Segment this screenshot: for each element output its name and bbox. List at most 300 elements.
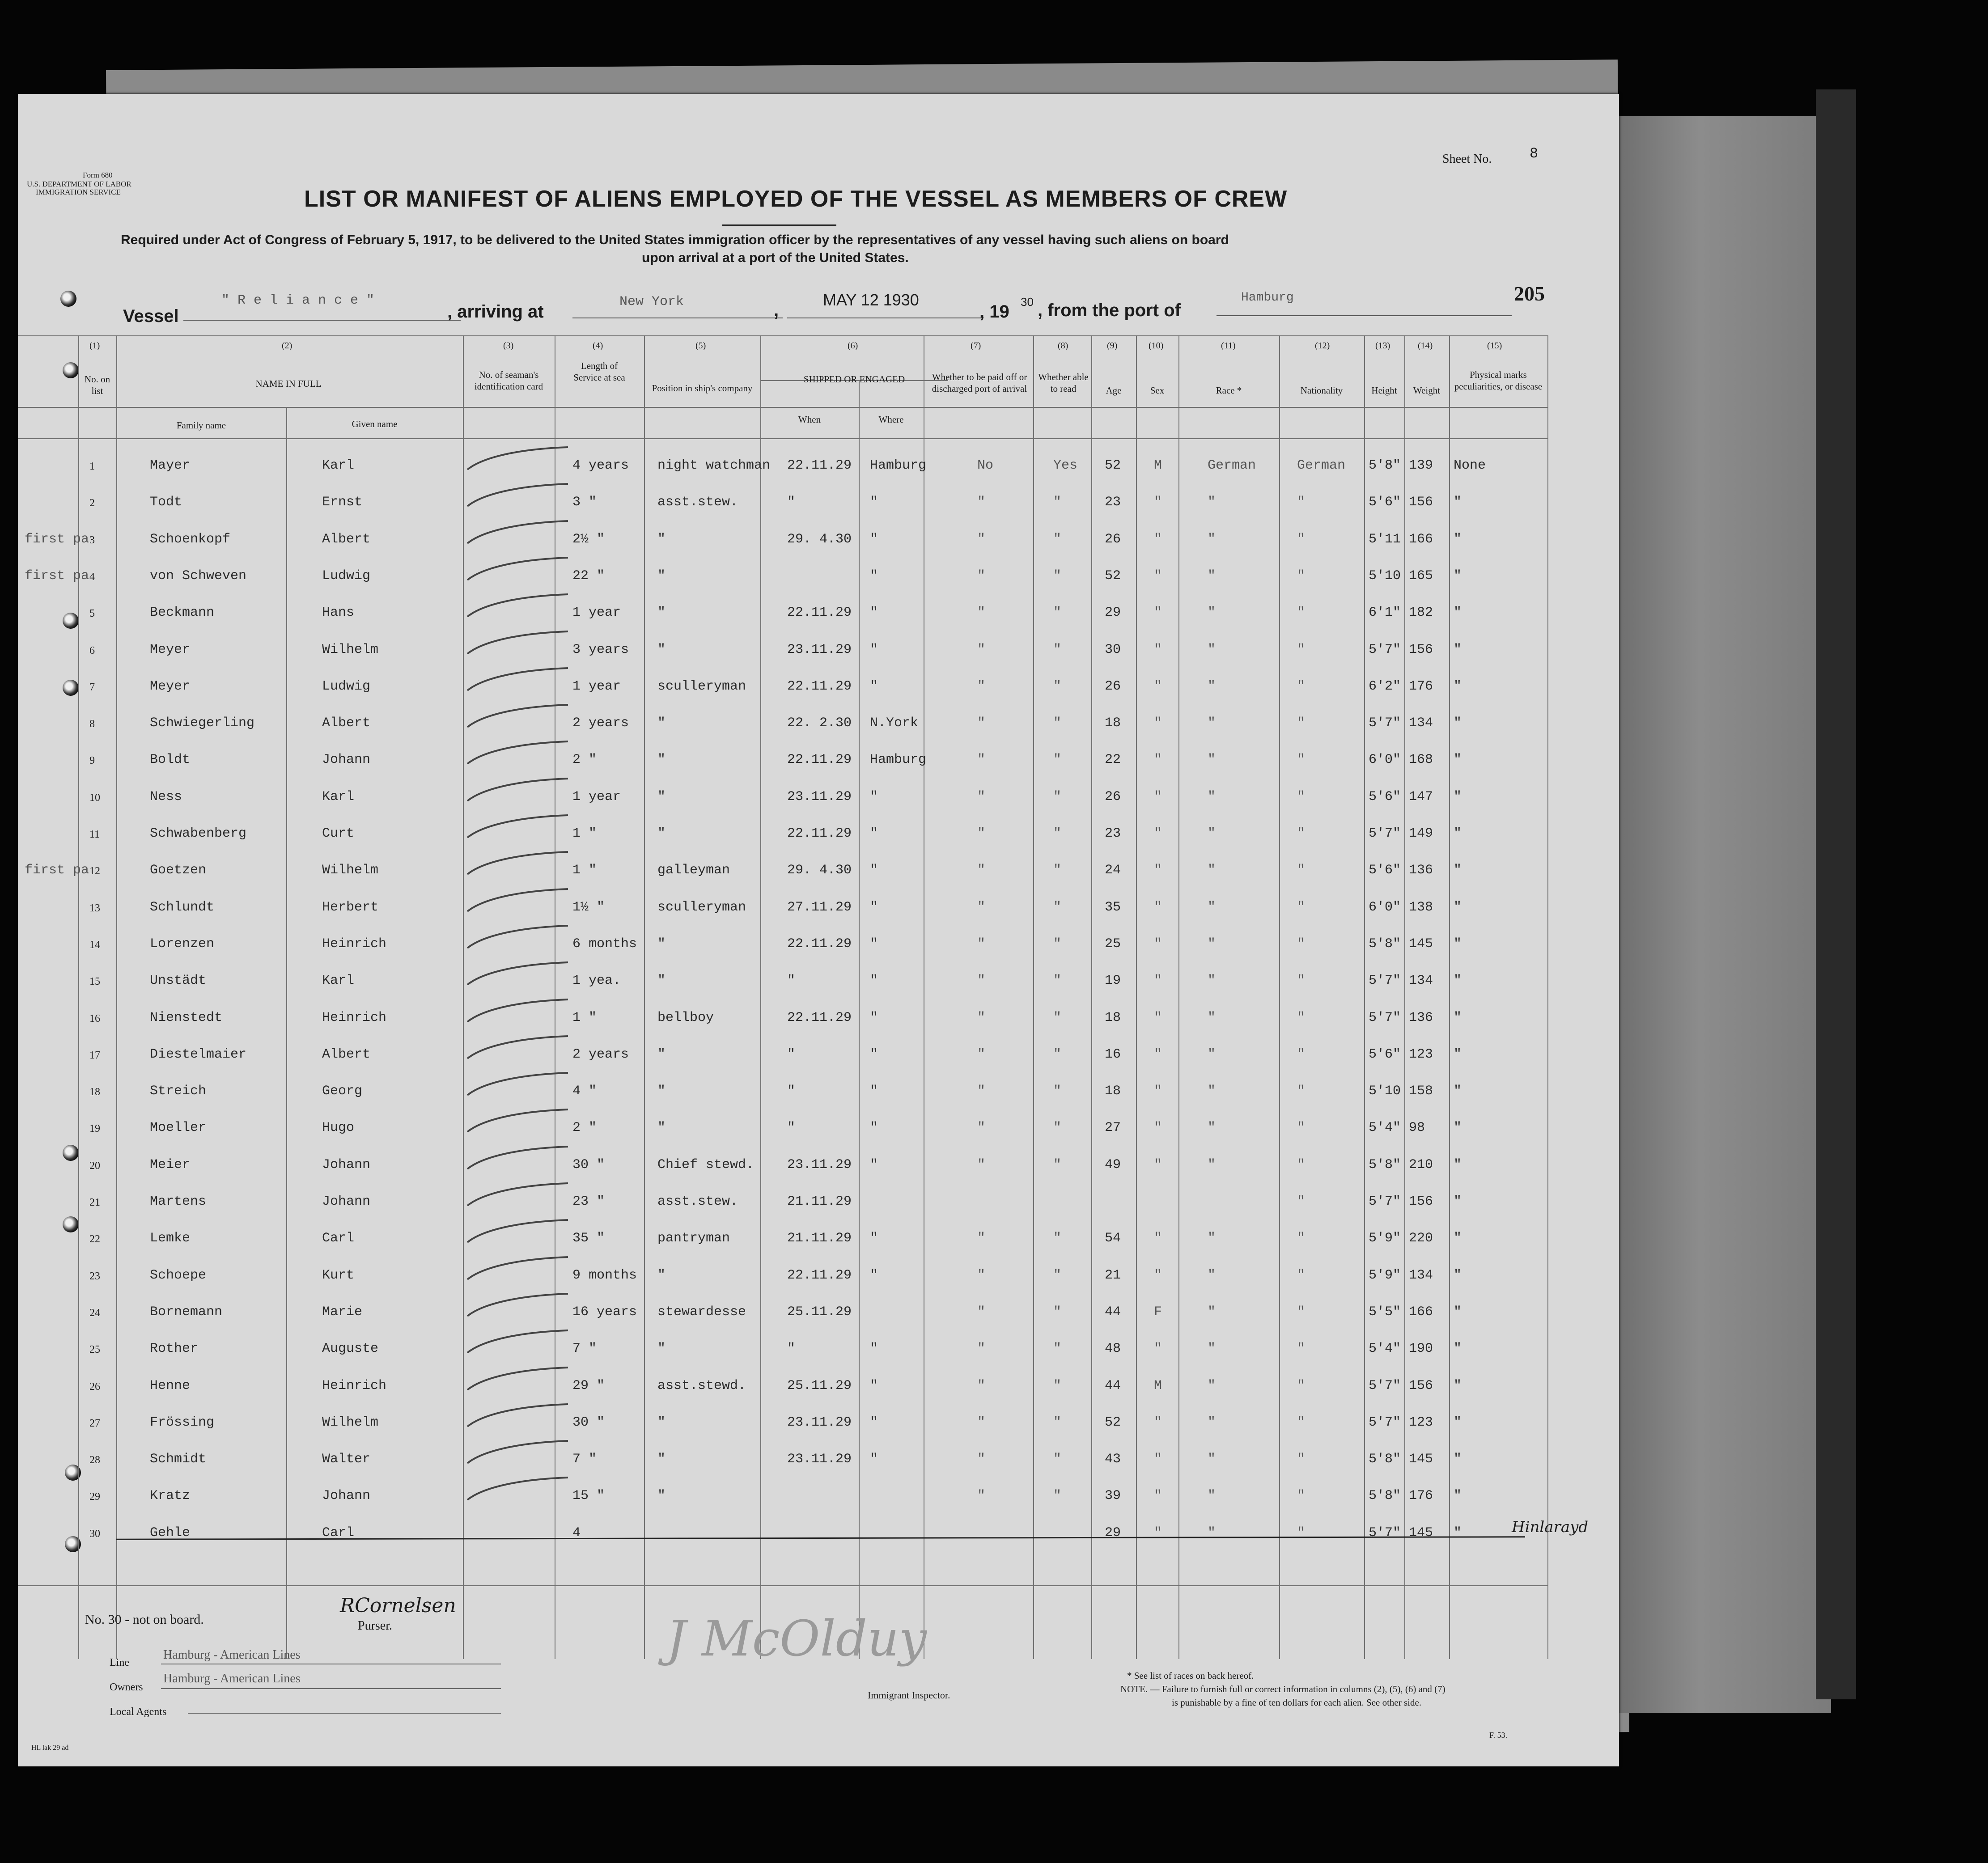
family-name: Todt <box>150 495 182 510</box>
race: " <box>1208 1084 1216 1099</box>
physical-marks: " <box>1454 495 1462 510</box>
height: 5'7" <box>1369 1378 1401 1393</box>
engaged-when: 29. 4.30 <box>787 863 852 878</box>
table-row <box>18 930 1547 967</box>
height: 5'9" <box>1369 1231 1401 1246</box>
height: 5'9" <box>1369 1267 1401 1283</box>
ship-position: asst.stewd. <box>657 1378 746 1393</box>
physical-marks: " <box>1454 1341 1462 1357</box>
table-row <box>18 783 1547 820</box>
col-num-8: (8) <box>1058 341 1068 351</box>
family-name: Moeller <box>150 1120 207 1136</box>
vessel-label: Vessel <box>123 306 179 326</box>
engaged-when: 22.11.29 <box>787 936 852 952</box>
physical-marks: " <box>1454 936 1462 952</box>
length-of-service: 2 years <box>572 1046 629 1062</box>
sex: M <box>1154 458 1162 473</box>
race: " <box>1208 678 1216 694</box>
engaged-where: " <box>870 1157 878 1173</box>
paid-off: No <box>977 458 994 473</box>
able-to-read: " <box>1053 1231 1062 1246</box>
engaged-when: 25.11.29 <box>787 1378 852 1393</box>
paid-off: " <box>977 1304 986 1320</box>
physical-marks: " <box>1454 1157 1462 1173</box>
id-card-check-mark <box>465 1069 572 1101</box>
sex: " <box>1154 1525 1162 1541</box>
able-to-read: " <box>1053 605 1062 621</box>
col-num-1: (1) <box>89 341 100 351</box>
sheet-label: Sheet No. <box>1442 152 1492 166</box>
id-card-check-mark <box>465 1364 572 1395</box>
weight: 134 <box>1409 973 1433 989</box>
physical-marks: " <box>1454 605 1462 621</box>
ship-position: sculleryman <box>657 899 746 915</box>
nationality: " <box>1297 752 1306 768</box>
paid-off: " <box>977 1120 986 1136</box>
given-name: Wilhelm <box>322 863 379 878</box>
engaged-when: 23.11.29 <box>787 1157 852 1173</box>
age: 52 <box>1105 1414 1121 1430</box>
family-name: von Schweven <box>150 568 247 584</box>
race: " <box>1208 826 1216 841</box>
given-name: Albert <box>322 716 371 731</box>
physical-marks: " <box>1454 1084 1462 1099</box>
engaged-where: " <box>870 863 878 878</box>
engaged-when: 23.11.29 <box>787 1414 852 1430</box>
id-card-check-mark <box>465 444 572 475</box>
given-name: Walter <box>322 1452 371 1467</box>
physical-marks: " <box>1454 1414 1462 1430</box>
ship-position: " <box>657 1084 666 1099</box>
adjacent-page <box>1610 116 1831 1713</box>
race: " <box>1208 1231 1216 1246</box>
page-stamp-number: 205 <box>1514 282 1545 305</box>
given-name: Wilhelm <box>322 642 379 657</box>
age: 29 <box>1105 605 1121 621</box>
height: 5'6" <box>1369 863 1401 878</box>
race: " <box>1208 1378 1216 1393</box>
paid-off: " <box>977 1010 986 1025</box>
engaged-where: " <box>870 1341 878 1357</box>
age: 48 <box>1105 1341 1121 1357</box>
header-no-on-list: No. on list <box>84 374 110 396</box>
paid-off: " <box>977 973 986 989</box>
age: 18 <box>1105 716 1121 731</box>
weight: 166 <box>1409 531 1433 547</box>
nationality: " <box>1297 1231 1306 1246</box>
nationality: " <box>1297 936 1306 952</box>
physical-marks: " <box>1454 1194 1462 1209</box>
arriving-label: , arriving at <box>447 302 544 322</box>
engaged-when: " <box>787 1046 796 1062</box>
able-to-read: " <box>1053 789 1062 804</box>
age: 39 <box>1105 1488 1121 1504</box>
paid-off: " <box>977 716 986 731</box>
race: " <box>1208 531 1216 547</box>
family-name: Mayer <box>150 458 191 473</box>
race: " <box>1208 642 1216 657</box>
nationality: " <box>1297 1414 1306 1430</box>
height: 6'0" <box>1369 899 1401 915</box>
engaged-where: Hamburg <box>870 458 927 473</box>
engaged-where: " <box>870 1231 878 1246</box>
id-card-check-mark <box>465 554 572 585</box>
given-name: Heinrich <box>322 1378 387 1393</box>
physical-marks: " <box>1454 973 1462 989</box>
paid-off: " <box>977 1452 986 1467</box>
age: 30 <box>1105 642 1121 657</box>
col-num-15: (15) <box>1487 341 1502 351</box>
form-number: Form 680 <box>83 171 113 179</box>
race: " <box>1208 973 1216 989</box>
physical-marks: " <box>1454 1304 1462 1320</box>
paid-off: " <box>977 678 986 694</box>
nationality: " <box>1297 568 1306 584</box>
given-name: Carl <box>322 1231 355 1246</box>
weight: 182 <box>1409 605 1433 621</box>
col-num-13: (13) <box>1375 341 1390 351</box>
weight: 158 <box>1409 1084 1433 1099</box>
header-given-name: Given name <box>352 419 398 429</box>
physical-marks: " <box>1454 1120 1462 1136</box>
id-card-check-mark <box>465 1253 572 1285</box>
table-row <box>18 893 1547 930</box>
sex: " <box>1154 1120 1162 1136</box>
height: 5'6" <box>1369 789 1401 804</box>
physical-marks: " <box>1454 642 1462 657</box>
paid-off: " <box>977 1267 986 1283</box>
table-row <box>18 746 1547 783</box>
ship-position: asst.stew. <box>657 495 738 510</box>
row-number: 14 <box>89 939 100 951</box>
sex: " <box>1154 1452 1162 1467</box>
engaged-when: 23.11.29 <box>787 789 852 804</box>
nationality: " <box>1297 1010 1306 1025</box>
col-num-5: (5) <box>695 341 706 351</box>
paid-off: " <box>977 1046 986 1062</box>
able-to-read: " <box>1053 1452 1062 1467</box>
weight: 165 <box>1409 568 1433 584</box>
race: " <box>1208 899 1216 915</box>
length-of-service: 9 months <box>572 1267 637 1283</box>
family-name: Schwabenberg <box>150 826 247 841</box>
paid-off: " <box>977 1414 986 1430</box>
physical-marks: " <box>1454 568 1462 584</box>
height: 5'7" <box>1369 1010 1401 1025</box>
engaged-when: " <box>787 1341 796 1357</box>
col-rule <box>1547 335 1548 1659</box>
header-weight: Weight <box>1413 385 1441 396</box>
length-of-service: 4 <box>572 1525 581 1541</box>
line-value: Hamburg - American Lines <box>163 1648 301 1662</box>
weight: 136 <box>1409 863 1433 878</box>
engaged-when: " <box>787 1120 796 1136</box>
paid-off: " <box>977 568 986 584</box>
engaged-where: " <box>870 789 878 804</box>
able-to-read: " <box>1053 936 1062 952</box>
family-name: Schlundt <box>150 899 215 915</box>
table-row <box>18 1077 1547 1114</box>
departure-port: Hamburg <box>1241 291 1294 305</box>
family-name: Meyer <box>150 642 191 657</box>
engaged-where: " <box>870 605 878 621</box>
table-row <box>18 1409 1547 1445</box>
ship-position: " <box>657 568 666 584</box>
ship-position: " <box>657 531 666 547</box>
inspector-label: Immigrant Inspector. <box>868 1689 950 1701</box>
nationality: " <box>1297 1378 1306 1393</box>
sex: " <box>1154 1267 1162 1283</box>
engaged-where: " <box>870 1414 878 1430</box>
age: 35 <box>1105 899 1121 915</box>
sheet-number: 8 <box>1530 145 1539 162</box>
sex: " <box>1154 826 1162 841</box>
header-nationality: Nationality <box>1300 385 1343 396</box>
weight: 145 <box>1409 1452 1433 1467</box>
sex: " <box>1154 1084 1162 1099</box>
id-card-check-mark <box>465 1216 572 1248</box>
height: 5'7" <box>1369 973 1401 989</box>
header-age: Age <box>1106 385 1122 396</box>
length-of-service: 1½ " <box>572 899 605 915</box>
weight: 123 <box>1409 1046 1433 1062</box>
engaged-where: " <box>870 1010 878 1025</box>
race: " <box>1208 1488 1216 1504</box>
able-to-read: " <box>1053 752 1062 768</box>
ship-position: " <box>657 752 666 768</box>
sex: " <box>1154 752 1162 768</box>
weight: 145 <box>1409 1525 1433 1541</box>
physical-marks: " <box>1454 1267 1462 1283</box>
ship-position: " <box>657 642 666 657</box>
col-num-12: (12) <box>1315 341 1330 351</box>
height: 5'7" <box>1369 716 1401 731</box>
physical-marks: " <box>1454 1525 1462 1541</box>
weight: 147 <box>1409 789 1433 804</box>
given-name: Ludwig <box>322 678 371 694</box>
family-name: Schoenkopf <box>150 531 231 547</box>
able-to-read: " <box>1053 568 1062 584</box>
family-name: Diestelmaier <box>150 1046 247 1062</box>
able-to-read: " <box>1053 1488 1062 1504</box>
able-to-read: " <box>1053 1341 1062 1357</box>
sex: F <box>1154 1304 1162 1320</box>
comma: , <box>774 301 779 320</box>
sex: " <box>1154 1488 1162 1504</box>
ship-position: " <box>657 1452 666 1467</box>
weight: 134 <box>1409 716 1433 731</box>
ship-position: " <box>657 716 666 731</box>
id-card-check-mark <box>465 1474 572 1505</box>
table-row <box>18 525 1547 562</box>
length-of-service: 22 " <box>572 568 605 584</box>
race: " <box>1208 1010 1216 1025</box>
race: " <box>1208 752 1216 768</box>
able-to-read: " <box>1053 1046 1062 1062</box>
height: 5'10 <box>1369 1084 1401 1099</box>
nationality: " <box>1297 789 1306 804</box>
nationality: " <box>1297 1120 1306 1136</box>
age: 54 <box>1105 1231 1121 1246</box>
engaged-when: 29. 4.30 <box>787 531 852 547</box>
header-sex: Sex <box>1150 385 1165 396</box>
family-name: Schmidt <box>150 1452 207 1467</box>
given-name: Curt <box>322 826 355 841</box>
id-card-check-mark <box>465 922 572 953</box>
sex: " <box>1154 642 1162 657</box>
paid-off: " <box>977 642 986 657</box>
row-number: 15 <box>89 976 100 988</box>
paid-off: " <box>977 1157 986 1173</box>
engaged-when: 27.11.29 <box>787 899 852 915</box>
given-name: Karl <box>322 458 355 473</box>
table-row <box>18 1151 1547 1188</box>
col-num-14: (14) <box>1418 341 1433 351</box>
engaged-where: " <box>870 1267 878 1283</box>
race: " <box>1208 863 1216 878</box>
race: " <box>1208 1267 1216 1283</box>
nationality: " <box>1297 1452 1306 1467</box>
weight: 156 <box>1409 1378 1433 1393</box>
length-of-service: 1 " <box>572 826 597 841</box>
nationality: " <box>1297 1488 1306 1504</box>
weight: 210 <box>1409 1157 1433 1173</box>
sex: " <box>1154 973 1162 989</box>
weight: 138 <box>1409 899 1433 915</box>
sex: " <box>1154 716 1162 731</box>
row-number: 1 <box>89 461 95 472</box>
col-num-7: (7) <box>971 341 981 351</box>
footer-note: No. 30 - not on board. <box>85 1612 204 1627</box>
weight: 190 <box>1409 1341 1433 1357</box>
given-name: Ludwig <box>322 568 371 584</box>
id-card-check-mark <box>465 665 572 696</box>
paid-off: " <box>977 752 986 768</box>
given-name: Johann <box>322 1488 371 1504</box>
engaged-where: " <box>870 1378 878 1393</box>
weight: 220 <box>1409 1231 1433 1246</box>
engaged-where: " <box>870 642 878 657</box>
ship-position: " <box>657 1414 666 1430</box>
engaged-where: " <box>870 1084 878 1099</box>
header-name-in-full: NAME IN FULL <box>255 378 322 389</box>
height: 6'0" <box>1369 752 1401 768</box>
family-name: Kratz <box>150 1488 191 1504</box>
paid-off: " <box>977 1084 986 1099</box>
age: 52 <box>1105 568 1121 584</box>
family-name: Beckmann <box>150 605 215 621</box>
nationality: " <box>1297 678 1306 694</box>
sex: " <box>1154 568 1162 584</box>
family-name: Goetzen <box>150 863 207 878</box>
given-name: Marie <box>322 1304 363 1320</box>
table-row <box>18 599 1547 635</box>
physical-marks: " <box>1454 1378 1462 1393</box>
header-shipped-engaged: SHIPPED OR ENGAGED <box>803 374 905 385</box>
engaged-where: " <box>870 826 878 841</box>
table-row <box>18 562 1547 599</box>
ship-position: " <box>657 973 666 989</box>
margin-note: first pa <box>25 863 89 878</box>
table-row <box>18 452 1547 488</box>
age: 52 <box>1105 458 1121 473</box>
age: 23 <box>1105 826 1121 841</box>
engaged-where: " <box>870 1046 878 1062</box>
age: 18 <box>1105 1010 1121 1025</box>
length-of-service: 29 " <box>572 1378 605 1393</box>
able-to-read: " <box>1053 899 1062 915</box>
ship-position: " <box>657 1120 666 1136</box>
nationality: " <box>1297 1194 1306 1209</box>
row-number: 26 <box>89 1380 100 1393</box>
physical-marks: " <box>1454 899 1462 915</box>
age: 23 <box>1105 495 1121 510</box>
table-row <box>18 1335 1547 1372</box>
length-of-service: 35 " <box>572 1231 605 1246</box>
row-number: 6 <box>89 644 95 656</box>
punch-hole <box>60 291 76 307</box>
table-row <box>18 1114 1547 1151</box>
family-name: Rother <box>150 1341 199 1357</box>
length-of-service: 16 years <box>572 1304 637 1320</box>
able-to-read: " <box>1053 1084 1062 1099</box>
sex: " <box>1154 605 1162 621</box>
page-title: LIST OR MANIFEST OF ALIENS EMPLOYED OF THE VESSEL AS MEMBERS OF CREW <box>304 186 1288 212</box>
engaged-when: 22.11.29 <box>787 678 852 694</box>
height: 5'6" <box>1369 495 1401 510</box>
length-of-service: 4 years <box>572 458 629 473</box>
row-number: 5 <box>89 608 95 620</box>
height: 5'7" <box>1369 1414 1401 1430</box>
given-name: Hans <box>322 605 355 621</box>
able-to-read: " <box>1053 531 1062 547</box>
race: " <box>1208 1452 1216 1467</box>
age: 16 <box>1105 1046 1121 1062</box>
ship-position: Chief stewd. <box>657 1157 755 1173</box>
header-family-name: Family name <box>176 420 226 431</box>
header-id-card: No. of seaman's identification card <box>474 369 543 392</box>
paid-off: " <box>977 899 986 915</box>
paid-off: " <box>977 1341 986 1357</box>
given-name: Albert <box>322 531 371 547</box>
family-name: Nienstedt <box>150 1010 223 1025</box>
length-of-service: 7 " <box>572 1341 597 1357</box>
row-number: 24 <box>89 1307 100 1319</box>
local-agents-label: Local Agents <box>110 1706 167 1718</box>
age: 18 <box>1105 1084 1121 1099</box>
given-name: Ernst <box>322 495 363 510</box>
owners-value: Hamburg - American Lines <box>163 1672 301 1685</box>
engaged-when: " <box>787 495 796 510</box>
engaged-when: 23.11.29 <box>787 642 852 657</box>
engaged-where: N.York <box>870 716 919 731</box>
able-to-read: " <box>1053 826 1062 841</box>
race: " <box>1208 1157 1216 1173</box>
row-number: 27 <box>89 1417 100 1429</box>
nationality: " <box>1297 531 1306 547</box>
height: 5'7" <box>1369 1525 1401 1541</box>
header-length-service: Length of Service at sea <box>573 360 625 383</box>
engaged-where: " <box>870 531 878 547</box>
engaged-when: 22.11.29 <box>787 752 852 768</box>
height: 5'8" <box>1369 458 1401 473</box>
sex: " <box>1154 936 1162 952</box>
row-number: 3 <box>89 534 95 546</box>
nationality: German <box>1297 458 1346 473</box>
row-number: 18 <box>89 1086 100 1098</box>
able-to-read: " <box>1053 1414 1062 1430</box>
sex: " <box>1154 495 1162 510</box>
